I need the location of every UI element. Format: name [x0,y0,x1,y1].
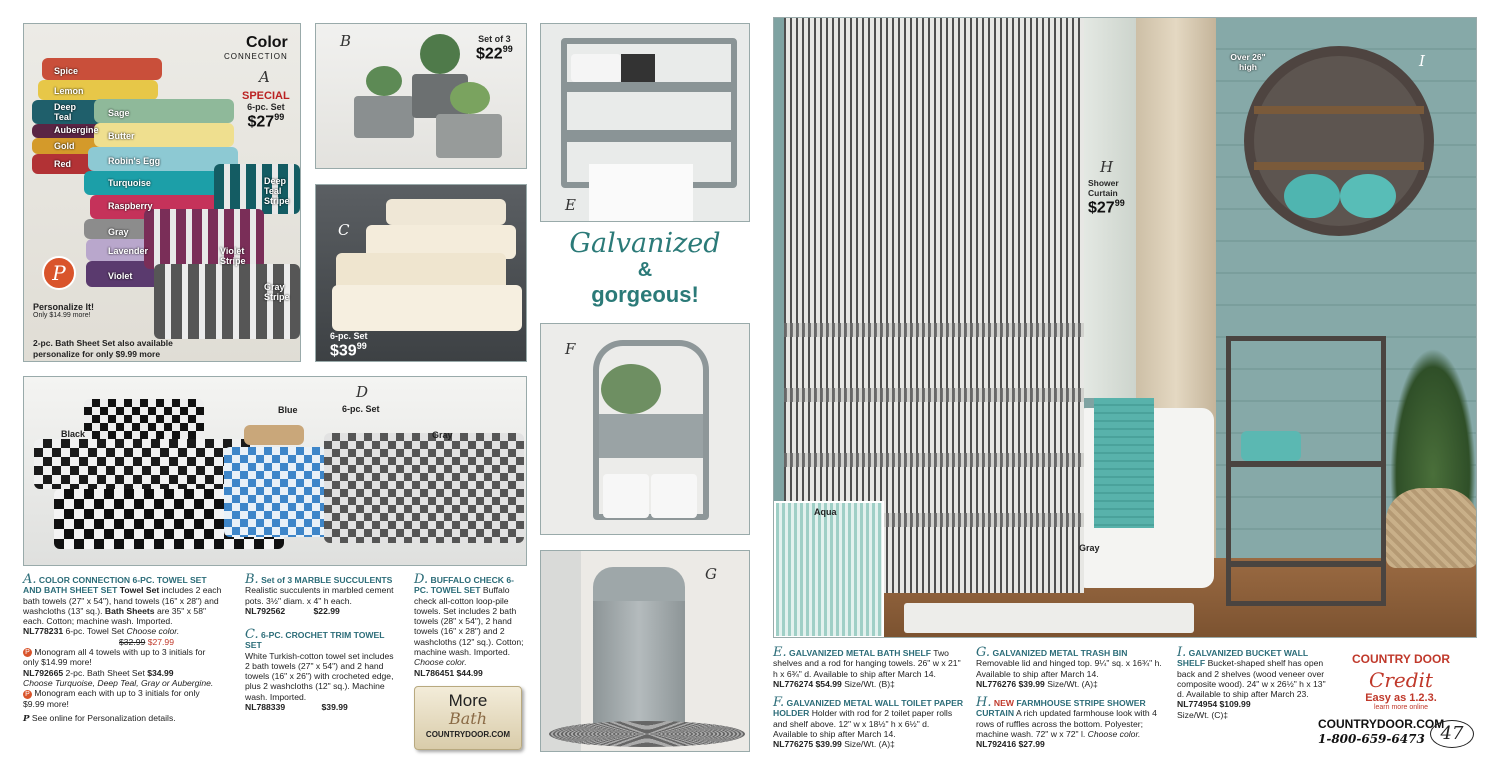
personalize-price: Only $14.99 more! [33,312,91,319]
item-letter-g: G [705,565,717,583]
label-d-set: 6-pc. Set [342,404,380,414]
copy-a: A. COLOR CONNECTION 6-PC. TOWEL SET AND BATH SHEET SET Towel Set includes 2 each bath towels (27" x 54"), hand towels (16" x 28") and washcloths (13" sq.). Bath Sheets are 35" x 58" each. Cotton; machine wash. Imported. NL778231 6-pc. Towel Set Choose color. $32.99 $27.99 P Monogram all 4 towels with up to 3 initials for only $14.99 more! NL792665 2-pc. Bath Sheet Set $34.99 Choose Turquoise, Deep Teal, Gray or Aubergine. P Monogram each with up to 3 initials for only $9.99 more! P See online for Personalization details. [23,572,222,724]
bath-mat [904,603,1194,633]
metal-stand [1226,336,1386,606]
label-gray-curtain: Gray [1079,543,1100,553]
item-letter-d: D [356,383,369,401]
aqua-swatch[interactable]: Aqua [774,501,884,638]
item-letter-f: F [565,340,576,358]
personalize-label: Personalize It! [33,302,95,312]
headline-galvanized: Galvanized [569,228,721,259]
stripe-label-gray: Gray Stripe [264,282,290,302]
copy-g: G. GALVANIZED METAL TRASH BIN Removable lid and hinged top. 9¼" sq. x 16¾" h. Available to ship after March 14. NL776276 $39.99 Size/Wt. (A)‡ [976,645,1162,689]
basket [1386,488,1477,568]
monogram-icon: P [23,648,32,657]
more-bath-button[interactable]: More Bath COUNTRYDOOR.COM [414,686,522,750]
photo-buffalo-check[interactable] [23,376,527,566]
copy-d: D. BUFFALO CHECK 6-PC. TOWEL SET Buffalo check all-cotton loop-pile towels. Set includes 2 bath towels (28" x 54"), 2 hand towels (16" x 28") and 2 washcloths (12" sq.). Cotton; machine wash. Imported. Choose color. NL786451 $44.99 [414,572,524,678]
footer-site[interactable]: COUNTRYDOOR.COM [1318,717,1445,731]
price-b: Set of 3 $\$22^{99}$ [476,34,513,63]
bath-sheet-note: 2-pc. Bath Sheet Set also available personalize for only $9.99 more [33,338,173,359]
personalize-icon[interactable]: P [42,256,76,290]
monogram-icon-2: P [23,690,32,699]
stripe-label-violet: Violet Stripe [220,246,246,266]
copy-i: I. GALVANIZED BUCKET WALL SHELF Bucket-shaped shelf has open back and 2 shelves (wood veneer over composite wood). 24" w x 26½" h x 13" d. Available to ship after March 23. NL774954 $109.99 Size/Wt. (C)‡ [1177,645,1326,720]
photo-succulents[interactable] [315,23,527,169]
copy-e: E. GALVANIZED METAL BATH SHELF Two shelves and a rod for hanging towels. 26" w x 21" h x 6¾" d. Available to ship after March 14. NL776274 $54.99 Size/Wt. (B)‡ [773,645,961,689]
bucket-shelf [1244,46,1434,236]
credit-promo[interactable]: COUNTRY DOOR Credit Easy as 1.2.3. learn more online [1351,652,1450,711]
hanging-towel [1094,398,1154,528]
headline-gorgeous: gorgeous! [591,282,699,307]
item-letter-h: H [1100,158,1114,176]
footer-phone[interactable]: 1-800-659-6473 [1318,732,1425,746]
copy-c: C. 6-PC. CROCHET TRIM TOWEL SET White Turkish-cotton towel set includes 2 bath towels (27" x 54") and 2 hand towels (16" x 26") with crocheted edge, plus 2 washcloths (12" sq.). Machine wash. Imported. NL788339 $39.99 [245,627,394,713]
label-gray: Gray [432,430,453,440]
item-letter-b: B [340,32,352,50]
color-connection-logo: Color CONNECTION [224,34,288,61]
label-blue: Blue [278,405,298,415]
item-letter-i: I [1419,52,1425,70]
copy-h: H. NEW FARMHOUSE STRIPE SHOWER CURTAIN A rich updated farmhouse look with 4 rows of ruffles across the bottom. Polyester; machine wash. 72" w x 72" l. Choose color. NL792416 $27.99 [976,695,1157,750]
item-letter-a: A [259,68,270,86]
photo-bathroom-scene[interactable] [773,17,1477,638]
label-black: Black [61,429,86,439]
photo-trash-bin[interactable] [540,550,750,752]
photo-toilet-paper-holder[interactable] [540,323,750,535]
copy-b: B. Set of 3 MARBLE SUCCULENTS Realistic succulents in marbled cement pots. 3½" diam. x 4" h each. NL792562 $22.99 [245,572,394,616]
price-c: 6-pc. Set $\$39^{99}$ [330,331,368,360]
special-price: SPECIAL 6-pc. Set $\$27^{99}$ [242,90,290,131]
online-details-link[interactable]: See online for Personalization details. [31,712,176,723]
price-h: Shower Curtain $\$27^{99}$ [1088,178,1125,217]
headline-amp: & [637,259,653,281]
page-number: 47 [1430,720,1474,748]
stripe-label-teal: Deep Teal Stripe [264,176,290,206]
item-letter-e: E [565,196,576,214]
photo-crochet-towels[interactable] [315,184,527,362]
label-over-26: Over 26" high [1230,52,1266,72]
item-letter-c: C [338,221,350,239]
copy-f: F. GALVANIZED METAL WALL TOILET PAPER HOLDER Holder with rod for 2 toilet paper rolls and shelf above. 12" w x 18½" h x 6½" d. Available to ship after March 14. NL776275 $39.99 Size/Wt. (A)‡ [773,695,964,750]
headline [540,228,750,308]
personalize-small-icon: P [23,713,30,724]
photo-towel-set[interactable]: Color CONNECTION A SPECIAL 6-pc. Set $\$27^{99}$ Spice Lemon Deep Teal Aubergine Gold Red Sage Butter Robin's Egg Turquoise Raspberry Gray Lavender Violet Deep Teal Stripe Violet Stripe Gray Stripe P Personalize It! Only $14.99 more! 2-pc. Bath Sheet Set also available personalize for only $9.99 more [23,23,301,362]
photo-bath-shelf[interactable] [540,23,750,222]
